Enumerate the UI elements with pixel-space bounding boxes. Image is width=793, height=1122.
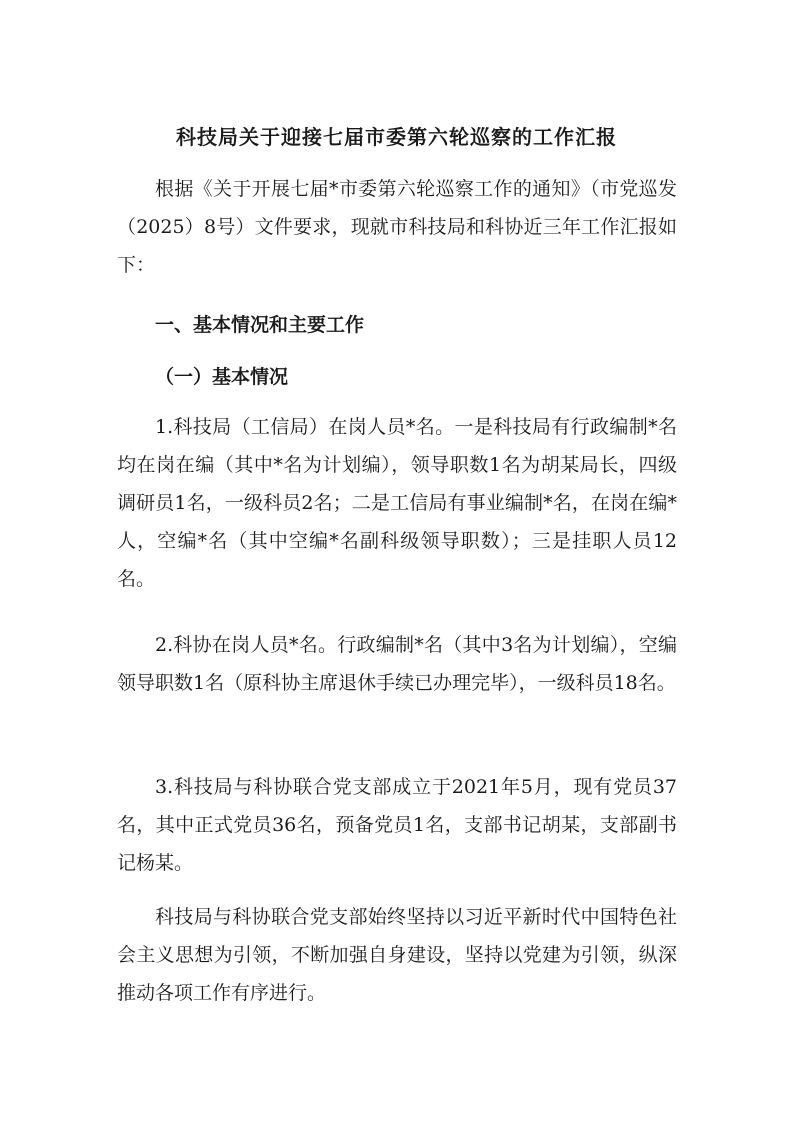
item-paragraph-1: 1.科技局（工信局）在岗人员*名。一是科技局有行政编制*名均在岗在编（其中*名为计划编），领导职数1名为胡某局长，四级调研员1名，一级科员2名；二是工信局有事业编制*名，在岗在编*人，空编*名（其中空编*名副科级领导职数）；三是挂职人员12名。: [117, 416, 677, 590]
subsection-heading: （一）基本情况: [155, 366, 289, 388]
item-paragraph-2: 2.科协在岗人员*名。行政编制*名（其中3名为计划编），空编领导职数1名（原科协主席退休手续已办理完毕），一级科员18名。: [117, 634, 677, 694]
intro-paragraph: 根据《关于开展七届*市委第六轮巡察工作的通知》（市党巡发（2025）8号）文件要求，现就市科技局和科协近三年工作汇报如下：: [117, 178, 677, 276]
item-paragraph-3: 3.科技局与科协联合党支部成立于2021年5月，现有党员37名，其中正式党员36名，预备党员1名，支部书记胡某，支部副书记杨某。: [117, 776, 677, 874]
section-heading: 一、基本情况和主要工作: [155, 314, 365, 336]
closing-paragraph: 科技局与科协联合党支部始终坚持以习近平新时代中国特色社会主义思想为引领，不断加强自身建设，坚持以党建为引领，纵深推动各项工作有序进行。: [117, 906, 677, 1004]
document-title: 科技局关于迎接七届市委第六轮巡察的工作汇报: [176, 125, 617, 149]
